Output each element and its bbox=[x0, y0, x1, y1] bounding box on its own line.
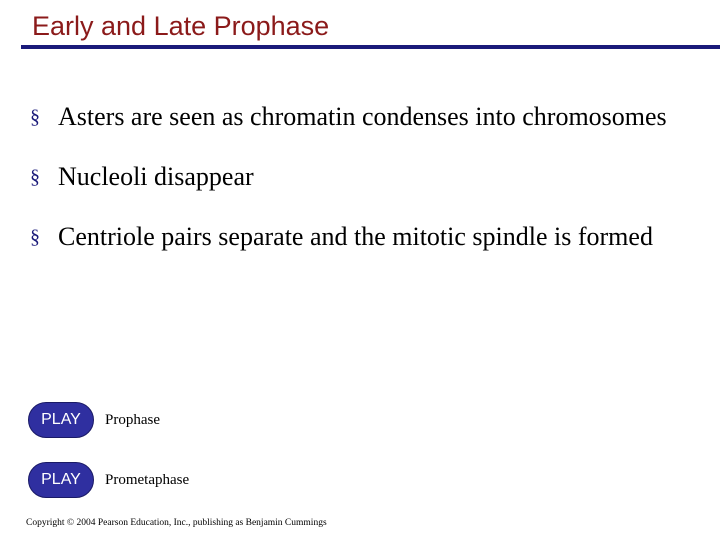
media-label-prophase: Prophase bbox=[105, 411, 160, 428]
media-label-prometaphase: Prometaphase bbox=[105, 471, 190, 488]
copyright-notice: Copyright © 2004 Pearson Education, Inc., publishing as Benjamin Cummings bbox=[26, 518, 327, 528]
bullet-marker-icon: § bbox=[30, 106, 40, 128]
slide-title: Early and Late Prophase bbox=[32, 11, 330, 41]
bullet-item bbox=[30, 158, 690, 196]
bullet-marker-icon: § bbox=[30, 226, 40, 248]
bullet-text: Asters are seen as chromatin condenses into chromosomes bbox=[58, 102, 667, 131]
bullet-list bbox=[30, 98, 690, 278]
bullet-item bbox=[30, 98, 690, 136]
title-divider bbox=[21, 45, 720, 49]
play-button-prometaphase[interactable]: PLAY bbox=[28, 462, 94, 498]
media-row-prometaphase bbox=[28, 462, 189, 498]
play-button-prophase[interactable]: PLAY bbox=[28, 402, 94, 438]
bullet-text: Centriole pairs separate and the mitotic spindle is formed bbox=[58, 222, 653, 251]
bullet-item bbox=[30, 218, 690, 256]
bullet-marker-icon: § bbox=[30, 166, 40, 188]
media-row-prophase bbox=[28, 402, 160, 438]
bullet-text: Nucleoli disappear bbox=[58, 162, 254, 191]
